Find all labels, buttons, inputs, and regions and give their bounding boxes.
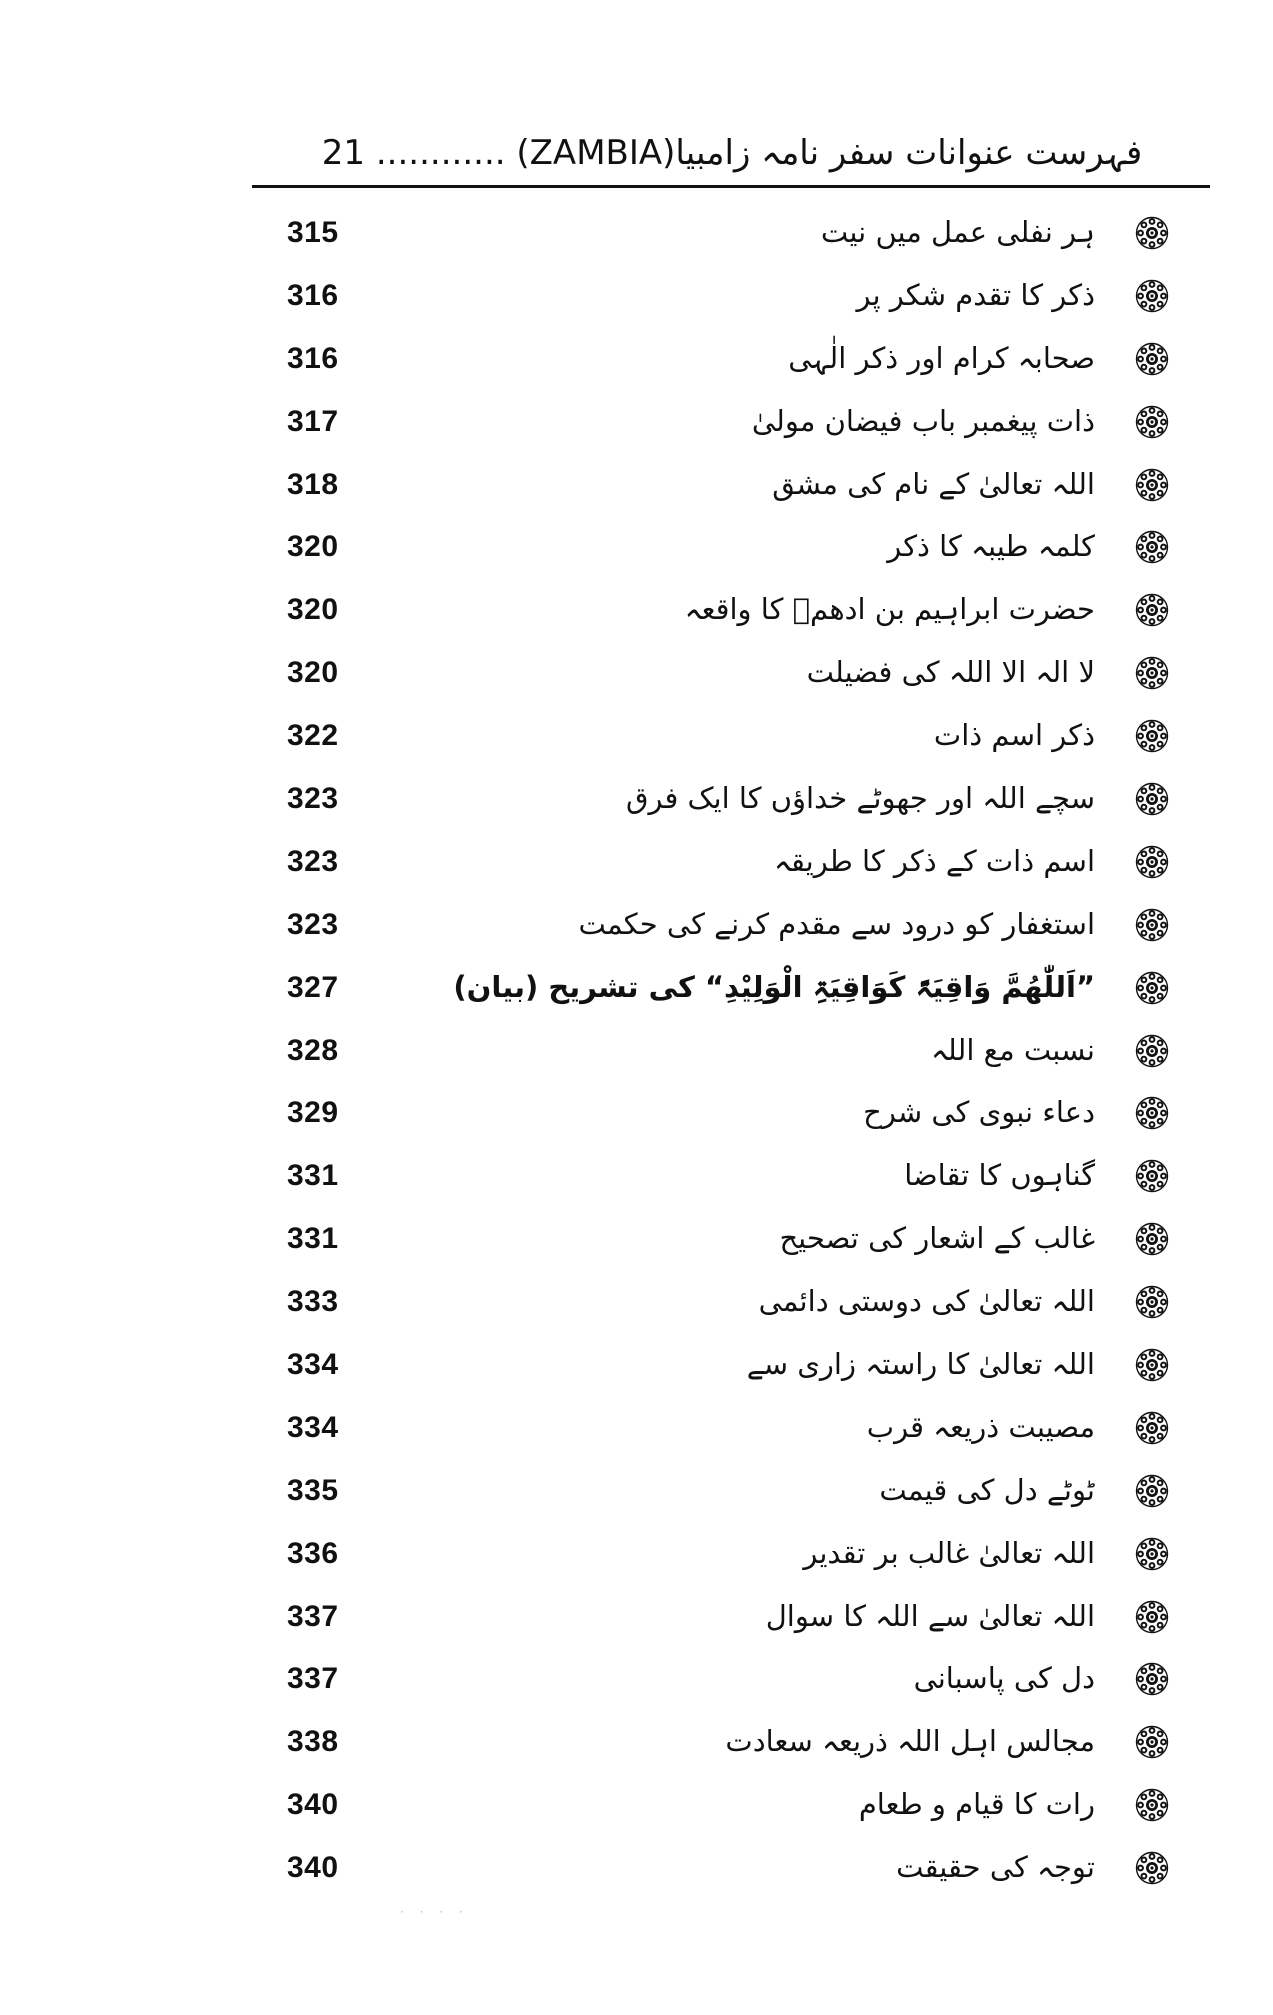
toc-row: [0, 584, 1273, 647]
flower-ornament-icon: [1135, 1725, 1169, 1759]
toc-entry-title: نسبت مع اللہ: [930, 1032, 1095, 1067]
flower-ornament-icon: [1135, 908, 1169, 942]
toc-row: [0, 459, 1273, 522]
flower-ornament-icon: [1135, 719, 1169, 753]
toc-page-number: 340: [287, 1788, 339, 1822]
toc-row: [0, 710, 1273, 773]
header-title: فہرست عنوانات سفر نامہ زامبیا(ZAMBIA) ............ 21: [321, 133, 1143, 173]
flower-ornament-icon: [1135, 845, 1169, 879]
flower-ornament-icon: [1135, 530, 1169, 564]
toc-row: [0, 1528, 1273, 1591]
flower-ornament-icon: [1135, 405, 1169, 439]
header-divider: [252, 185, 1210, 188]
toc-row: [0, 1842, 1273, 1905]
toc-row: [0, 270, 1273, 333]
toc-row: [0, 1716, 1273, 1779]
toc-page-number: 328: [287, 1033, 339, 1067]
running-header: [252, 118, 1212, 190]
table-of-contents: [0, 207, 1273, 1905]
toc-page-number: 334: [287, 1410, 339, 1444]
toc-page-number: 323: [287, 782, 339, 816]
flower-ornament-icon: [1135, 1600, 1169, 1634]
toc-page-number: 337: [287, 1599, 339, 1633]
flower-ornament-icon: [1135, 468, 1169, 502]
toc-row: [0, 1402, 1273, 1465]
footer-specks: · · · ·: [400, 1905, 469, 1919]
toc-entry-title: دعاء نبوی کی شرح: [863, 1095, 1095, 1130]
toc-row: [0, 396, 1273, 459]
flower-ornament-icon: [1135, 1851, 1169, 1885]
toc-entry-title: ٹوٹے دل کی قیمت: [879, 1472, 1095, 1507]
toc-entry-title: اللہ تعالیٰ غالب بر تقدیر: [803, 1535, 1095, 1570]
toc-page-number: 323: [287, 844, 339, 878]
flower-ornament-icon: [1135, 782, 1169, 816]
toc-entry-title: سچے اللہ اور جھوٹے خداؤں کا ایک فرق: [625, 781, 1095, 816]
flower-ornament-icon: [1135, 593, 1169, 627]
toc-row: [0, 836, 1273, 899]
flower-ornament-icon: [1135, 1222, 1169, 1256]
toc-page-number: 327: [287, 970, 339, 1004]
toc-entry-title: ذکر اسم ذات: [933, 718, 1095, 753]
toc-row: [0, 1653, 1273, 1716]
toc-entry-title: اللہ تعالیٰ سے اللہ کا سوال: [765, 1598, 1095, 1633]
flower-ornament-icon: [1135, 1788, 1169, 1822]
flower-ornament-icon: [1135, 656, 1169, 690]
toc-page-number: 318: [287, 467, 339, 501]
toc-entry-title: اللہ تعالیٰ کی دوستی دائمی: [758, 1284, 1095, 1319]
toc-entry-title: مجالس اہل اللہ ذریعہ سعادت: [725, 1724, 1095, 1759]
toc-row: [0, 1591, 1273, 1654]
toc-page-number: 335: [287, 1473, 339, 1507]
flower-ornament-icon: [1135, 1537, 1169, 1571]
toc-page-number: 320: [287, 593, 339, 627]
toc-page-number: 320: [287, 530, 339, 564]
flower-ornament-icon: [1135, 1159, 1169, 1193]
flower-ornament-icon: [1135, 1411, 1169, 1445]
flower-ornament-icon: [1135, 1034, 1169, 1068]
toc-row: [0, 1087, 1273, 1150]
flower-ornament-icon: [1135, 1474, 1169, 1508]
toc-entry-title: دل کی پاسبانی: [913, 1661, 1095, 1696]
flower-ornament-icon: [1135, 1096, 1169, 1130]
toc-row: [0, 1213, 1273, 1276]
toc-page-number: 336: [287, 1536, 339, 1570]
flower-ornament-icon: [1135, 1662, 1169, 1696]
toc-page-number: 337: [287, 1662, 339, 1696]
toc-page-number: 331: [287, 1159, 339, 1193]
toc-page-number: 323: [287, 907, 339, 941]
toc-page-number: 340: [287, 1851, 339, 1885]
toc-row: [0, 521, 1273, 584]
toc-entry-title: اللہ تعالیٰ کے نام کی مشق: [772, 466, 1095, 501]
toc-page-number: 329: [287, 1096, 339, 1130]
toc-entry-title: ”اَللّٰھُمَّ وَاقِیَۃً کَوَاقِیَۃِ الْوَلِیْدِ“ کی تشریح (بیان): [453, 969, 1095, 1004]
flower-ornament-icon: [1135, 279, 1169, 313]
toc-row: [0, 1779, 1273, 1842]
toc-entry-title: لا الہ الا اللہ کی فضیلت: [806, 655, 1095, 690]
toc-row: [0, 333, 1273, 396]
toc-row: [0, 207, 1273, 270]
flower-ornament-icon: [1135, 216, 1169, 250]
toc-row: [0, 962, 1273, 1025]
toc-entry-title: کلمہ طیبہ کا ذکر: [887, 529, 1095, 564]
toc-entry-title: گناہوں کا تقاضا: [904, 1158, 1095, 1193]
toc-row: [0, 1465, 1273, 1528]
toc-entry-title: استغفار کو درود سے مقدم کرنے کی حکمت: [578, 906, 1095, 941]
toc-entry-title: ہر نفلی عمل میں نیت: [820, 215, 1095, 249]
toc-page-number: 322: [287, 719, 339, 753]
toc-row: [0, 1025, 1273, 1088]
toc-row: [0, 1339, 1273, 1402]
toc-row: [0, 1150, 1273, 1213]
toc-entry-title: غالب کے اشعار کی تصحیح: [779, 1221, 1095, 1256]
toc-page-number: 338: [287, 1725, 339, 1759]
toc-row: [0, 773, 1273, 836]
toc-page-number: 317: [287, 404, 339, 438]
toc-entry-title: اسم ذات کے ذکر کا طریقہ: [774, 843, 1095, 878]
toc-entry-title: توجہ کی حقیقت: [896, 1850, 1095, 1885]
toc-entry-title: رات کا قیام و طعام: [858, 1787, 1095, 1822]
toc-page-number: 331: [287, 1222, 339, 1256]
toc-entry-title: ذکر کا تقدم شکر پر: [856, 277, 1095, 312]
flower-ornament-icon: [1135, 1348, 1169, 1382]
flower-ornament-icon: [1135, 971, 1169, 1005]
flower-ornament-icon: [1135, 1285, 1169, 1319]
toc-page-number: 316: [287, 341, 339, 375]
toc-page-number: 333: [287, 1285, 339, 1319]
toc-page-number: 315: [287, 216, 339, 249]
toc-entry-title: مصیبت ذریعہ قرب: [866, 1409, 1095, 1444]
toc-page-number: 320: [287, 656, 339, 690]
toc-row: [0, 647, 1273, 710]
toc-row: [0, 899, 1273, 962]
toc-entry-title: ذات پیغمبر باب فیضان مولیٰ: [751, 403, 1095, 438]
flower-ornament-icon: [1135, 342, 1169, 376]
toc-page-number: 316: [287, 278, 339, 312]
toc-entry-title: اللہ تعالیٰ کا راستہ زاری سے: [746, 1347, 1095, 1382]
toc-entry-title: صحابہ کرام اور ذکر الٰہی: [788, 340, 1095, 375]
toc-entry-title: حضرت ابراہیم بن ادھمؒ کا واقعہ: [684, 592, 1095, 627]
toc-page-number: 334: [287, 1348, 339, 1382]
toc-row: [0, 1276, 1273, 1339]
